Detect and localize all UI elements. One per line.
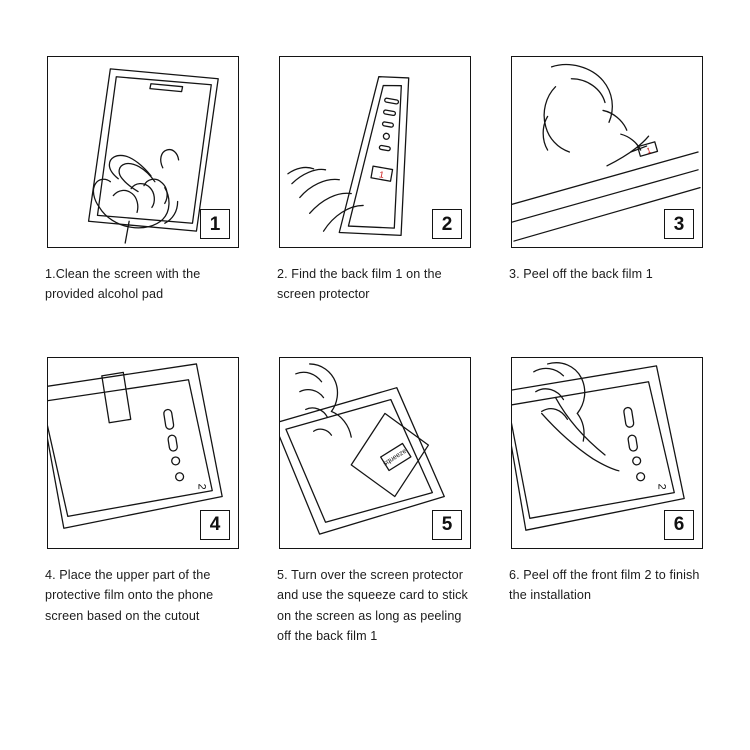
step-2 [272, 56, 478, 305]
step-3-badge: 3 [664, 209, 694, 239]
steps-row-bottom [40, 357, 710, 647]
step-1-badge: 1 [200, 209, 230, 239]
step-4-caption: 4. Place the upper part of the protective film onto the phone screen based on the cutout [45, 567, 214, 623]
step-6 [504, 357, 710, 647]
step-2-illustration [279, 56, 471, 248]
film-label-2-front: 2 [655, 483, 668, 490]
step-4-illustration [47, 357, 239, 549]
step-3-illustration [511, 56, 703, 248]
step-2-caption: 2. Find the back film 1 on the screen protector [277, 267, 442, 302]
step-4-badge: 4 [200, 510, 230, 540]
step-6-caption: 6. Peel off the front film 2 to finish the installation [509, 567, 700, 603]
step-5-caption: 5. Turn over the screen protector and use the squeeze card to stick on the screen as long as peeling off the back film 1 [277, 567, 468, 643]
step-6-badge: 6 [664, 510, 694, 540]
step-3 [504, 56, 710, 305]
step-2-badge: 2 [432, 209, 462, 239]
step-4 [40, 357, 246, 647]
step-1-illustration [47, 56, 239, 248]
tab-label-1: 1 [378, 169, 385, 180]
step-3-caption: 3. Peel off the back film 1 [509, 267, 653, 281]
squeeze-card-label: squeeze [382, 447, 408, 468]
step-1 [40, 56, 246, 305]
step-6-illustration [511, 357, 703, 549]
step-5-illustration [279, 357, 471, 549]
tab-label-1-peel: 1 [645, 145, 653, 156]
step-5 [272, 357, 478, 647]
step-5-badge: 5 [432, 510, 462, 540]
film-label-2: 2 [195, 483, 208, 490]
step-1-caption: 1.Clean the screen with the provided alcohol pad [45, 267, 201, 302]
steps-row-top [40, 56, 710, 335]
